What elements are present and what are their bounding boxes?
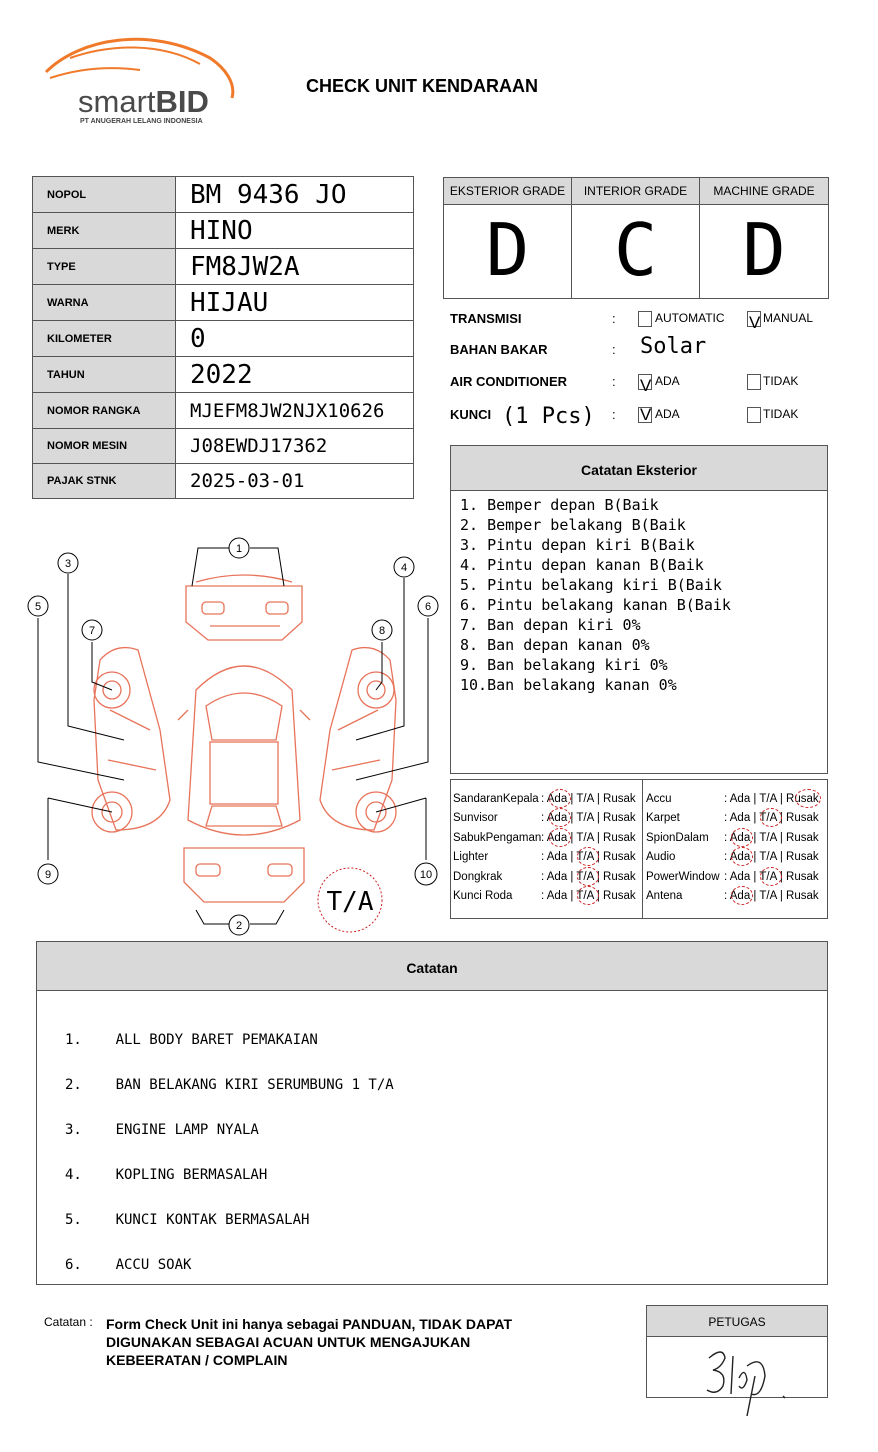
petugas-box (646, 1305, 828, 1398)
callout-label: 7 (88, 625, 96, 637)
inventory-name: Lighter (453, 851, 489, 864)
grade-machine (700, 178, 828, 298)
callout-lines (38, 548, 428, 924)
inventory-options: : Ada | T/A | Rusak (541, 831, 636, 844)
inventory-item (646, 868, 826, 887)
field-label: TAHUN (33, 357, 176, 393)
exterior-notes-list (451, 491, 827, 695)
inventory-options: : Ada | T/A | Rusak (541, 851, 636, 864)
field-value: 2022 (176, 357, 414, 393)
inventory-left (453, 790, 643, 906)
inventory-box (450, 779, 828, 919)
field-value: 0 (176, 321, 414, 357)
inventory-options: : Ada | T/A | Rusak (724, 851, 819, 864)
logo-wordmark: smartBID (78, 84, 209, 119)
inventory-options: : Ada | T/A | Rusak (541, 870, 636, 883)
fuel-value: Solar (640, 334, 707, 359)
inventory-options: : Ada | T/A | Rusak (724, 793, 819, 805)
exterior-notes-box (450, 445, 828, 774)
logo-company: PT ANUGERAH LELANG INDONESIA (80, 118, 203, 125)
list-item: 6. ACCU SOAK (65, 1257, 192, 1273)
inventory-name: Audio (646, 851, 676, 864)
inventory-item (646, 809, 826, 828)
colon: : (612, 311, 616, 326)
callout-label: 6 (424, 601, 432, 613)
selection-circle (549, 789, 571, 808)
colon: : (612, 342, 616, 357)
inventory-item (646, 848, 826, 867)
table-row (33, 285, 414, 321)
selection-circle (577, 867, 599, 886)
list-item: 7. Ban depan kiri 0% (460, 616, 641, 634)
selection-circle (549, 828, 571, 847)
callout-label: 4 (400, 562, 408, 574)
petugas-label: PETUGAS (647, 1306, 827, 1337)
notes-title: Catatan (37, 942, 827, 991)
inventory-item (646, 887, 826, 906)
list-item: 9. Ban belakang kiri 0% (460, 656, 668, 674)
inventory-name: SabukPengaman (453, 831, 542, 844)
colon: : (612, 374, 616, 389)
footer-label: Catatan : (44, 1315, 93, 1329)
list-item: 8. Ban depan kanan 0% (460, 636, 650, 654)
table-row (33, 357, 414, 393)
inventory-name: PowerWindow (646, 870, 720, 883)
grade-label: INTERIOR GRADE (572, 178, 699, 205)
selection-circle (731, 886, 753, 905)
key-count: (1 Pcs) (502, 404, 595, 429)
inventory-item (453, 809, 643, 828)
field-value: 2025-03-01 (176, 464, 414, 499)
footer-disclaimer: Form Check Unit ini hanya sebagai PANDUAN, TIDAK DAPAT DIGUNAKAN SEBAGAI ACUAN UNTUK MENGAJUKAN KEBEERATAN / COMPLAIN (106, 1316, 513, 1368)
field-label: KILOMETER (33, 321, 176, 357)
field-label: WARNA (33, 285, 176, 321)
check-mark: V (640, 405, 652, 424)
inventory-name: Antena (646, 889, 683, 902)
signature (647, 1336, 827, 1406)
inventory-options: : Ada | T/A | Rusak (541, 889, 636, 902)
option-ada: ADA (655, 374, 680, 388)
field-value: FM8JW2A (176, 249, 414, 285)
colon: : (612, 407, 616, 422)
inventory-item (646, 790, 826, 809)
spec-label-transmisi: TRANSMISI (450, 311, 522, 326)
callout-markers (28, 538, 438, 935)
inventory-name: Kunci Roda (453, 889, 513, 902)
inventory-name: Karpet (646, 812, 680, 825)
check-mark: V (749, 313, 761, 332)
inventory-name: Dongkrak (453, 870, 503, 883)
option-ada: ADA (655, 407, 680, 421)
selection-circle (760, 867, 782, 886)
table-row (33, 177, 414, 213)
inventory-right (646, 790, 826, 906)
inventory-item (453, 848, 643, 867)
field-label: NOPOL (33, 177, 176, 213)
table-row (33, 249, 414, 285)
checkbox-automatic[interactable] (638, 311, 652, 327)
inventory-name: Accu (646, 793, 672, 805)
option-tidak: TIDAK (763, 374, 799, 388)
inventory-options: : Ada | T/A | Rusak (541, 793, 636, 805)
inventory-item (646, 829, 826, 848)
inventory-options: : Ada | T/A | Rusak (724, 870, 819, 883)
field-value: J08EWDJ17362 (176, 429, 414, 464)
inventory-options: : Ada | T/A | Rusak (724, 889, 819, 902)
inventory-item (453, 829, 643, 848)
inventory-options: : Ada | T/A | Rusak (724, 812, 819, 825)
inventory-item (453, 790, 643, 809)
table-row (33, 393, 414, 429)
list-item: 1. Bemper depan B(Baik (460, 496, 659, 514)
callout-label: 1 (235, 543, 243, 555)
callout-label: 10 (419, 869, 433, 881)
table-row (33, 321, 414, 357)
field-label: PAJAK STNK (33, 464, 176, 499)
notes-list (37, 991, 827, 1303)
option-tidak: TIDAK (763, 407, 799, 421)
list-item: 4. Pintu depan kanan B(Baik (460, 556, 704, 574)
selection-circle (577, 886, 599, 905)
inventory-name: SandaranKepala (453, 793, 539, 805)
list-item: 3. Pintu depan kiri B(Baik (460, 536, 695, 554)
spec-label-ac: AIR CONDITIONER (450, 374, 567, 389)
callout-label: 2 (235, 920, 243, 932)
grade-panel (443, 177, 829, 299)
field-label: NOMOR RANGKA (33, 393, 176, 429)
spec-label-kunci: KUNCI (450, 407, 492, 422)
inventory-name: Sunvisor (453, 812, 498, 825)
callout-label: 9 (44, 869, 52, 881)
list-item: 2. BAN BELAKANG KIRI SERUMBUNG 1 T/A (65, 1077, 394, 1093)
car-outline (92, 575, 396, 902)
checkbox-ac-tidak[interactable] (747, 374, 761, 390)
list-item: 2. Bemper belakang B(Baik (460, 516, 686, 534)
grade-label: EKSTERIOR GRADE (444, 178, 571, 205)
list-item: 5. KUNCI KONTAK BERMASALAH (65, 1212, 310, 1228)
grade-label: MACHINE GRADE (700, 178, 828, 205)
field-label: NOMOR MESIN (33, 429, 176, 464)
list-item: 1. ALL BODY BARET PEMAKAIAN (65, 1032, 318, 1048)
check-mark: V (640, 376, 652, 395)
notes-box (36, 941, 828, 1285)
selection-circle (731, 828, 753, 847)
field-value: HINO (176, 213, 414, 249)
list-item: 5. Pintu belakang kiri B(Baik (460, 576, 722, 594)
callout-label: 3 (64, 558, 72, 570)
field-label: TYPE (33, 249, 176, 285)
checkbox-kunci-tidak[interactable] (747, 407, 761, 423)
field-label: MERK (33, 213, 176, 249)
ta-stamp: T/A (326, 887, 374, 917)
inventory-item (453, 887, 643, 906)
field-value: HIJAU (176, 285, 414, 321)
callout-label: 5 (34, 601, 42, 613)
list-item: 4. KOPLING BERMASALAH (65, 1167, 268, 1183)
grade-value: C (613, 208, 658, 292)
option-manual: MANUAL (763, 311, 814, 325)
table-row (33, 464, 414, 499)
list-item: 10.Ban belakang kanan 0% (460, 676, 677, 694)
option-automatic: AUTOMATIC (655, 311, 725, 325)
grade-interior (572, 178, 700, 298)
page-title: CHECK UNIT KENDARAAN (306, 76, 538, 96)
callout-label: 8 (378, 625, 386, 637)
table-row (33, 213, 414, 249)
table-row (33, 429, 414, 464)
car-diagram (20, 530, 445, 940)
field-value: BM 9436 JO (176, 177, 414, 213)
grade-value: D (742, 208, 786, 292)
selection-circle (795, 789, 821, 808)
list-item: 6. Pintu belakang kanan B(Baik (460, 596, 731, 614)
inventory-item (453, 868, 643, 887)
exterior-notes-title: Catatan Eksterior (451, 446, 827, 491)
grade-value: D (485, 208, 530, 292)
list-item: 3. ENGINE LAMP NYALA (65, 1122, 259, 1138)
vehicle-table (32, 176, 414, 499)
inventory-name: SpionDalam (646, 831, 709, 844)
spec-label-bahan-bakar: BAHAN BAKAR (450, 342, 548, 357)
inventory-options: : Ada | T/A | Rusak (541, 812, 636, 825)
grade-exterior (444, 178, 572, 298)
field-value: MJEFM8JW2NJX10626 (176, 393, 414, 429)
inventory-options: : Ada | T/A | Rusak (724, 831, 819, 844)
